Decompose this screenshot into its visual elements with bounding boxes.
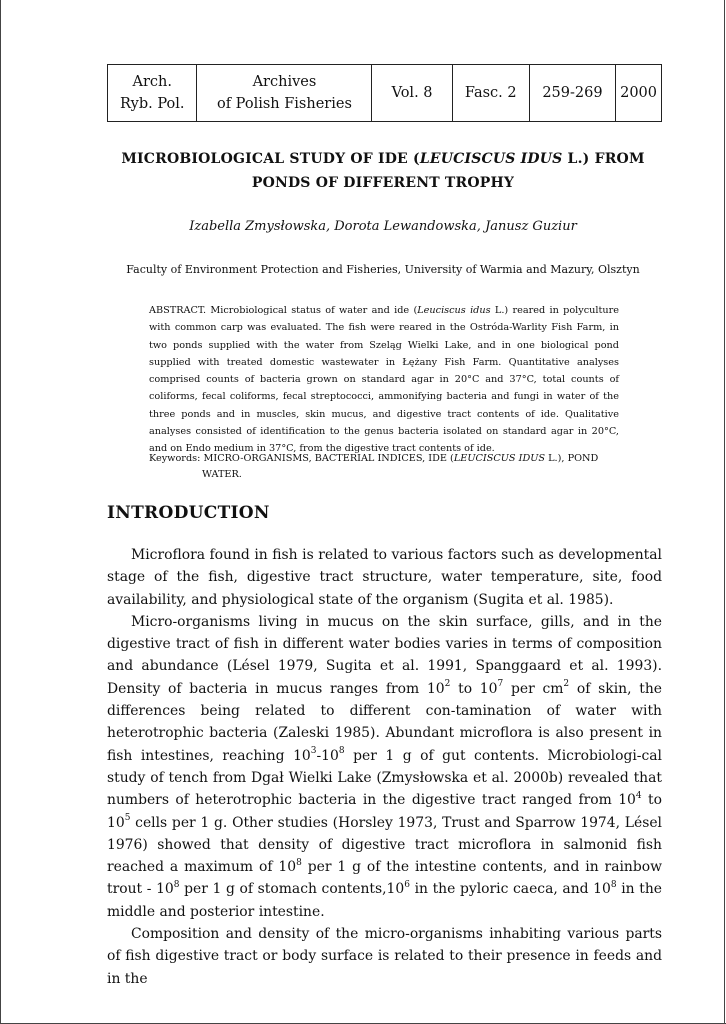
p2-sup4: 3 bbox=[310, 746, 317, 757]
article-title bbox=[100, 147, 666, 195]
p2-seg-i: per 1 g of the intestine contents, and in rainbow trout - 10 bbox=[107, 859, 663, 898]
year-cell: 2000 bbox=[616, 65, 662, 122]
volume-cell: Vol. 8 bbox=[372, 65, 452, 122]
abstract-species: Leuciscus idus bbox=[417, 305, 491, 316]
keywords-species: LEUCISCUS IDUS bbox=[453, 453, 546, 464]
journal-abbreviation-cell bbox=[108, 65, 197, 122]
page-border-right bbox=[724, 0, 725, 1024]
title-line2: PONDS OF DIFFERENT TROPHY bbox=[251, 175, 515, 191]
p2-seg-h: cells per 1 g. Other studies (Horsley 1973, Trust and Sparrow 1974, Lésel 1976) showed that density of digestive tract microflora in salmonid fish reached a maximum of 10 bbox=[107, 814, 662, 876]
p2-sup2: 7 bbox=[497, 679, 504, 690]
p2-seg-e: -10 bbox=[316, 747, 339, 764]
page-border-left bbox=[0, 0, 1, 1024]
affiliation: Faculty of Environment Protection and Fisheries, University of Warmia and Mazury, Olsztyn bbox=[126, 263, 640, 276]
p2-seg-a: Micro-organisms living in mucus on the skin surface, gills, and in the digestive tract of fish in different water bodies varies in terms of composition and abundance (Lésel 1979, Sugita et al. 1991, Spanggaard et al. 1993). Density of bacteria in mucus ranges from 10 bbox=[107, 613, 662, 697]
abstract bbox=[149, 302, 619, 458]
p2-seg-g: to 10 bbox=[107, 792, 662, 831]
pages-cell: 259-269 bbox=[529, 65, 615, 122]
p2-seg-d: of skin, the differences being related to different con-tamination of water with heterotrophic bacteria (Zaleski 1985). Abundant microflora is also present in fish intestines, reaching 10 bbox=[107, 680, 662, 764]
journal-abbr-line1: Arch. bbox=[132, 74, 172, 90]
p2-seg-l: in the middle and posterior intestine. bbox=[107, 881, 663, 920]
p2-seg-j: per 1 g of stomach contents,10 bbox=[179, 881, 405, 898]
p2-sup11: 8 bbox=[610, 879, 617, 890]
keywords bbox=[149, 451, 619, 482]
keywords-part2: L.), POND bbox=[545, 453, 599, 464]
keywords-label: Keywords: bbox=[149, 453, 201, 464]
abstract-text: L.) reared in polyculture with common carp was evaluated. The fish were reared in the Ostróda-Warlity Fish Farm, in two ponds supplied with the water from Szeląg Wielki Lake, and in one biological pond supplied with treated domestic wastewater in Łężany Fish Farm. Quantitative analyses comprised counts of bacteria grown on standard agar in 20°C and 37°C, total counts of coliforms, fecal coliforms, fecal streptococci, ammonifying bacteria and fungi in water of the three ponds and in muscles, skin mucus, and digestive tract contents of ide. Qualitative analyses consisted of identification to the genus bacteria isolated on standard agar in 20°C, and on Endo medium in 37°C, from the digestive tract contents of ide. bbox=[149, 305, 619, 455]
authors: Izabella Zmysłowska, Dorota Lewandowska, Janusz Guziur bbox=[189, 219, 577, 234]
section-heading-introduction: INTRODUCTION bbox=[107, 503, 270, 523]
keywords-part1: MICRO-ORGANISMS, BACTERIAL INDICES, IDE ( bbox=[200, 453, 454, 464]
paragraph-1: Microflora found in fish is related to various factors such as developmental stage of the fish, digestive tract structure, water temperature, site, food availability, and physiological state of the organism (Sugita et al. 1985). bbox=[107, 547, 662, 608]
journal-name-cell bbox=[197, 65, 372, 122]
keywords-line2: WATER. bbox=[202, 468, 242, 480]
p2-sup9: 8 bbox=[173, 879, 180, 890]
p2-seg-k: in the pyloric caeca, and 10 bbox=[409, 881, 611, 898]
title-part2: L.) FROM bbox=[562, 151, 645, 167]
paragraph-3: Composition and density of the micro-organisms inhabiting various parts of fish digestive tract or body surface is related to their presence in feeds and in the bbox=[107, 926, 662, 987]
p2-sup8: 8 bbox=[296, 857, 302, 868]
abstract-lead: ABSTRACT. Microbiological status of water and ide ( bbox=[149, 305, 418, 316]
p2-sup7: 5 bbox=[124, 812, 131, 823]
p2-sup1: 2 bbox=[444, 679, 451, 690]
introduction-body bbox=[107, 544, 662, 990]
p2-sup3: 2 bbox=[563, 679, 570, 690]
fascicle-cell: Fasc. 2 bbox=[452, 65, 529, 122]
p2-seg-f: per 1 g of gut contents. Microbiologi-cal study of tench from Dgał Wielki Lake (Zmysłowska et al. 2000b) revealed that numbers of heterotrophic bacteria in the digestive tract ranged from 10 bbox=[107, 747, 662, 809]
p2-sup10: 6 bbox=[404, 879, 410, 890]
p2-sup5: 8 bbox=[338, 746, 345, 757]
journal-name-line2: of Polish Fisheries bbox=[216, 96, 352, 112]
paragraph-2 bbox=[107, 611, 662, 923]
journal-name-line1: Archives bbox=[252, 74, 317, 90]
journal-abbr-line2: Ryb. Pol. bbox=[119, 96, 185, 112]
p2-seg-b: to 10 bbox=[450, 680, 498, 697]
journal-header-table bbox=[107, 64, 662, 122]
p2-sup6: 4 bbox=[635, 790, 642, 801]
p2-seg-c: per cm bbox=[503, 680, 564, 697]
title-part1: MICROBIOLOGICAL STUDY OF IDE ( bbox=[121, 151, 420, 167]
title-species: LEUCISCUS IDUS bbox=[419, 151, 563, 167]
